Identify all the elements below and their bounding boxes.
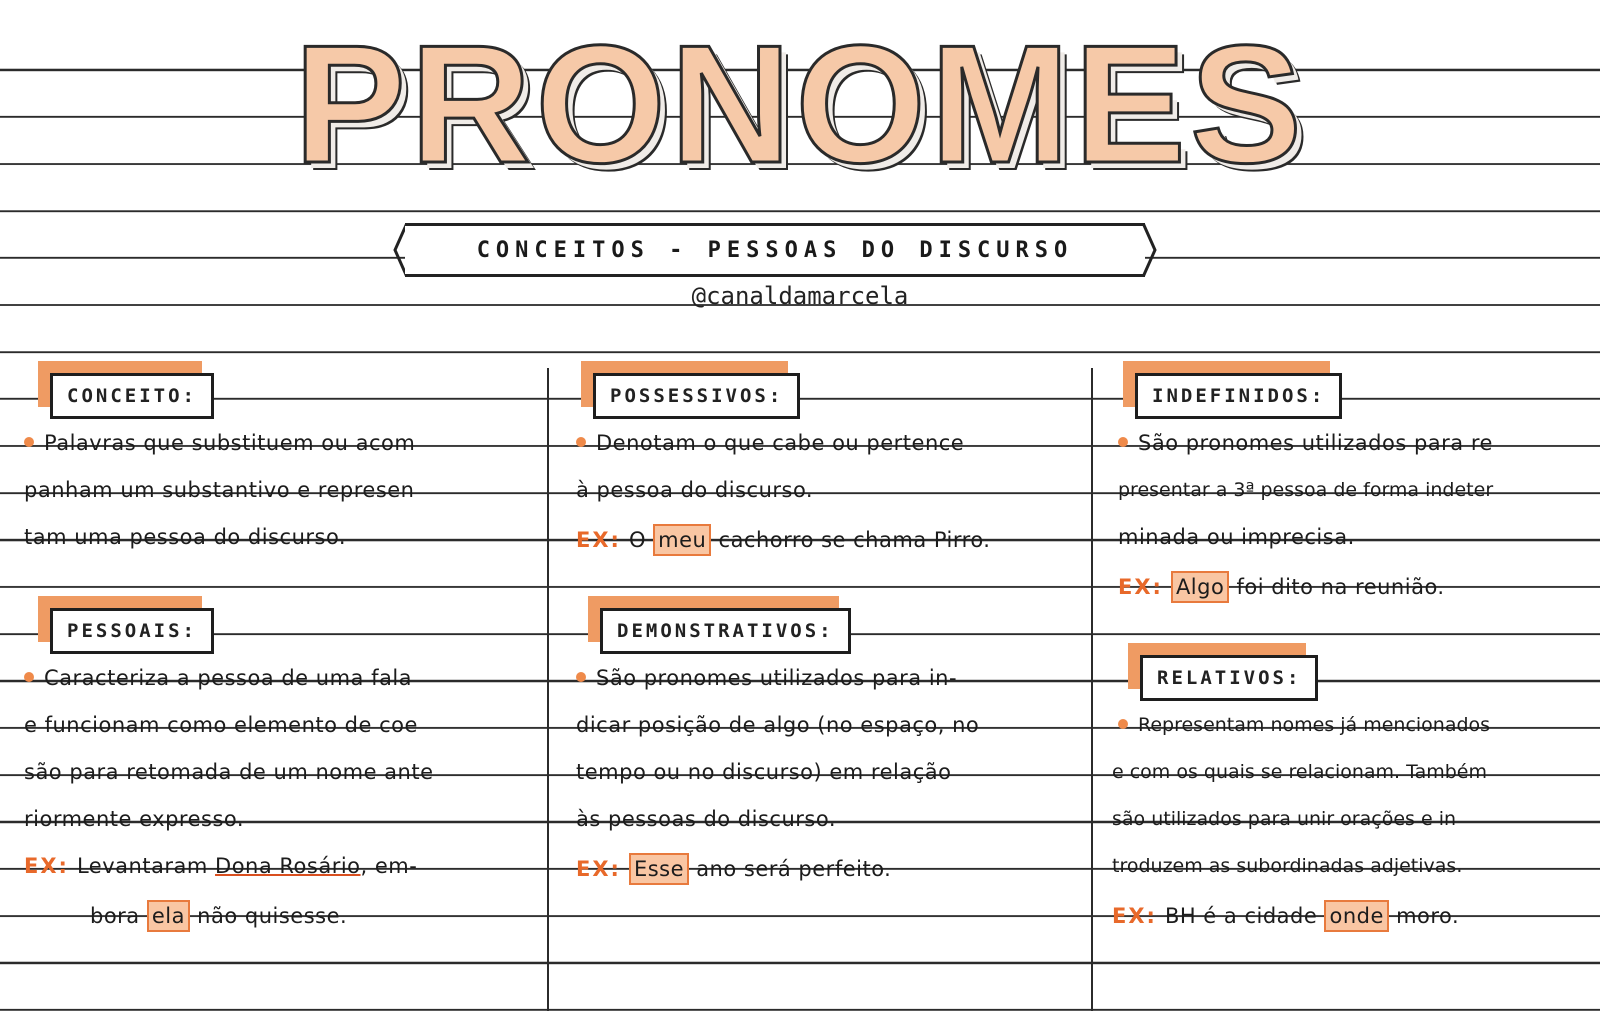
indefinidos-line-2: presentar a 3ª pessoa de forma indeter — [1118, 479, 1494, 501]
section-label-relativos: RELATIVOS: — [1140, 655, 1318, 701]
section-label-conceito: CONCEITO: — [50, 373, 214, 419]
pessoais-example-cont: bora ela não quisesse. — [90, 900, 347, 932]
subtitle-text: CONCEITOS - PESSOAS DO DISCURSO — [476, 237, 1074, 263]
demonstrativos-line-4: às pessoas do discurso. — [576, 807, 836, 831]
column-divider — [1091, 368, 1093, 1011]
underlined-noun: Dona Rosário — [215, 854, 361, 878]
highlighted-pronoun: onde — [1324, 900, 1388, 932]
bullet-icon — [576, 437, 586, 447]
section-label-possessivos: POSSESSIVOS: — [593, 373, 800, 419]
relativos-line-3: são utilizados para unir orações e in — [1112, 808, 1457, 830]
possessivos-line-1: Denotam o que cabe ou pertence — [576, 430, 964, 456]
possessivos-example: EX: O meu cachorro se chama Pirro. — [576, 524, 991, 556]
highlighted-pronoun: meu — [653, 524, 711, 556]
author-handle: @canaldamarcela — [691, 282, 909, 310]
bullet-icon — [24, 437, 34, 447]
pessoais-line-4: riormente expresso. — [24, 807, 245, 831]
section-label-demonstrativos: DEMONSTRATIVOS: — [600, 608, 851, 654]
conceito-line-3: tam uma pessoa do discurso. — [24, 525, 347, 549]
pessoais-line-3: são para retomada de um nome ante — [24, 760, 434, 784]
conceito-line-2: panham um substantivo e represen — [24, 478, 415, 502]
indefinidos-line-1: São pronomes utilizados para re — [1118, 430, 1493, 456]
pessoais-line-1: Caracteriza a pessoa de uma fala — [24, 665, 412, 691]
indefinidos-line-3: minada ou imprecisa. — [1118, 525, 1355, 549]
relativos-line-4: troduzem as subordinadas adjetivas. — [1112, 855, 1463, 877]
section-label-pessoais: PESSOAIS: — [50, 608, 214, 654]
indefinidos-example: EX: Algo foi dito na reunião. — [1118, 571, 1445, 603]
conceito-line-1: Palavras que substituem ou acom — [24, 430, 415, 456]
relativos-line-1: Representam nomes já mencionados — [1118, 712, 1490, 738]
highlighted-pronoun: ela — [147, 900, 190, 932]
banner-right-tip — [1141, 223, 1157, 277]
highlighted-pronoun: Esse — [629, 853, 689, 885]
demonstrativos-line-3: tempo ou no discurso) em relação — [576, 760, 952, 784]
pessoais-line-2: e funcionam como elemento de coe — [24, 713, 418, 737]
column-divider — [547, 368, 549, 1011]
demonstrativos-line-2: dicar posição de algo (no espaço, no — [576, 713, 980, 737]
bullet-icon — [24, 672, 34, 682]
pessoais-example: EX: Levantaram Dona Rosário, em- — [24, 854, 418, 878]
bullet-icon — [1118, 437, 1128, 447]
highlighted-pronoun: Algo — [1171, 571, 1229, 603]
possessivos-line-2: à pessoa do discurso. — [576, 478, 814, 502]
relativos-line-2: e com os quais se relacionam. Também — [1112, 761, 1487, 783]
demonstrativos-line-1: São pronomes utilizados para in- — [576, 665, 957, 691]
section-label-indefinidos: INDEFINIDOS: — [1135, 373, 1342, 419]
demonstrativos-example: EX: Esse ano será perfeito. — [576, 853, 891, 885]
bullet-icon — [1118, 719, 1128, 729]
page-title: PRONOMES — [293, 10, 1307, 198]
relativos-example: EX: BH é a cidade onde moro. — [1112, 900, 1459, 932]
subtitle-banner — [405, 223, 1145, 277]
bullet-icon — [576, 672, 586, 682]
